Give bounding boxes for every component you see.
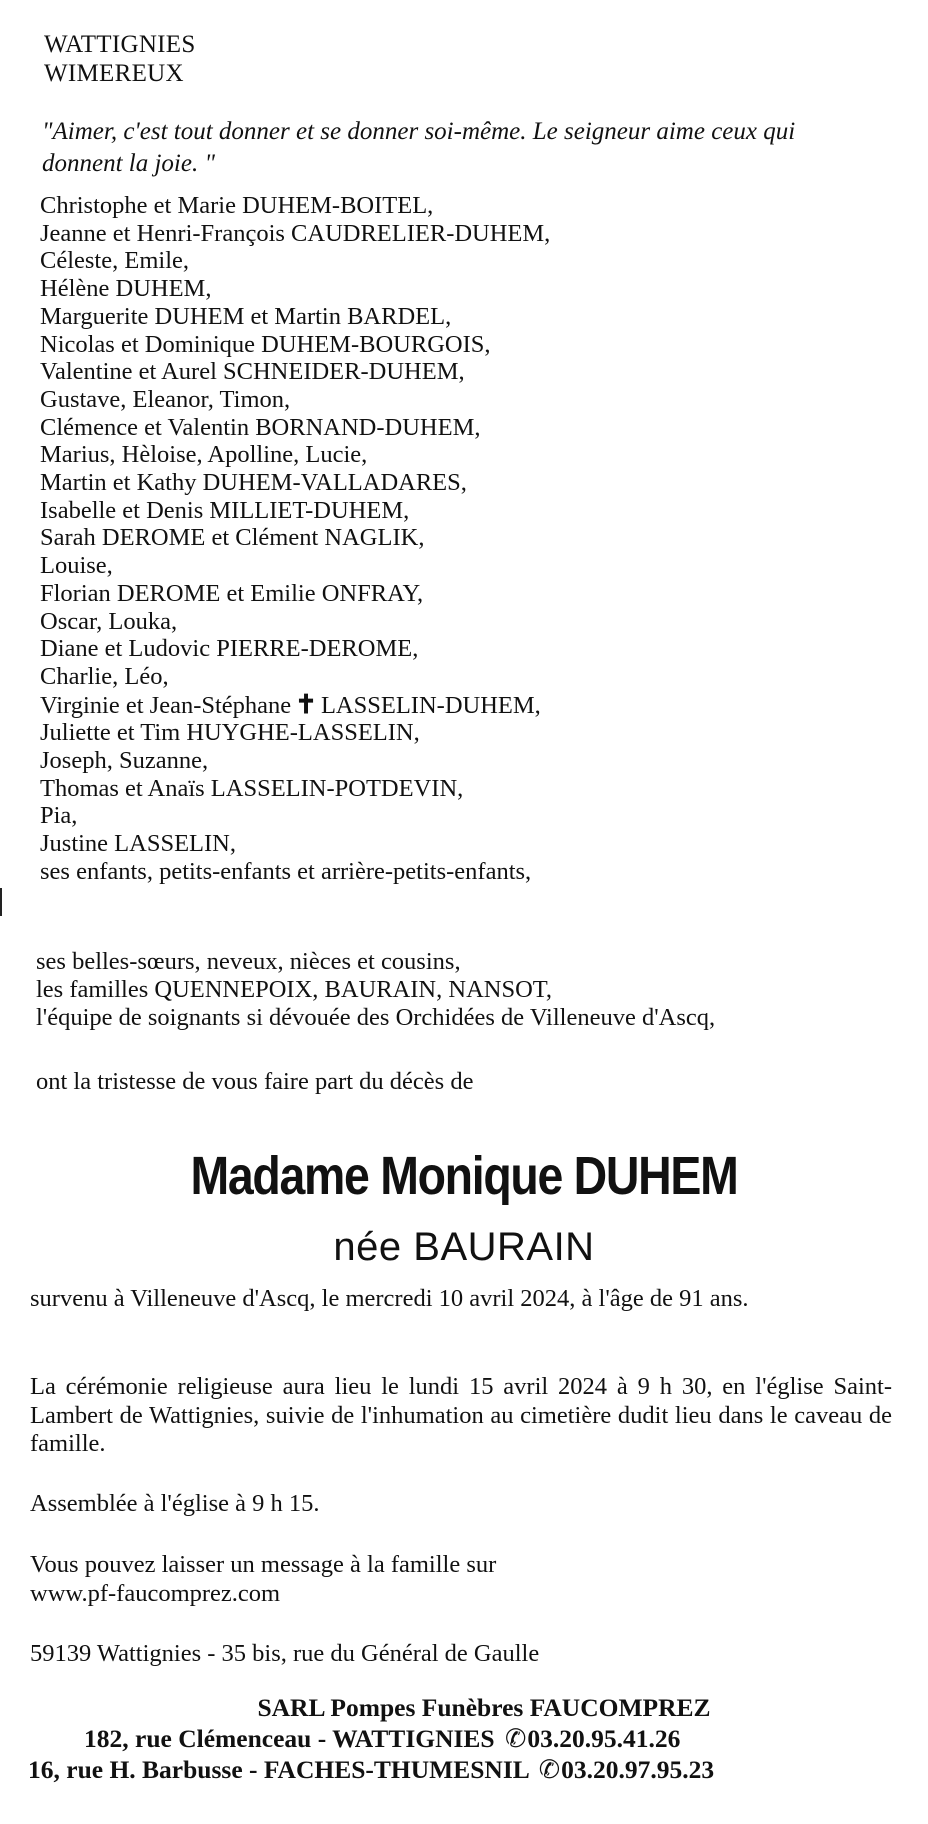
towns-header	[44, 30, 196, 88]
funeral-home-phone[interactable]: 03.20.97.95.23	[561, 1755, 715, 1784]
family-line: Martin et Kathy DUHEM-VALLADARES,	[40, 469, 467, 497]
website-link[interactable]: www.pf-faucomprez.com	[30, 1579, 281, 1607]
family-line: Marguerite DUHEM et Martin BARDEL,	[40, 302, 452, 330]
telephone-icon: ✆	[538, 1755, 561, 1784]
relatives-line: l'équipe de soignants si dévouée des Orchidées de Villeneuve d'Ascq,	[36, 1004, 716, 1031]
family-line: Jeanne et Henri-François CAUDRELIER-DUHEM,	[40, 219, 551, 247]
relatives-line: ses belles-sœurs, neveux, nièces et cousins,	[36, 948, 461, 975]
funeral-home-line	[0, 1723, 928, 1754]
family-list	[40, 192, 900, 886]
family-line: ses enfants, petits-enfants et arrière-petits-enfants,	[40, 857, 532, 885]
family-line: Clémence et Valentin BORNAND-DUHEM,	[40, 413, 481, 441]
family-line: Florian DEROME et Emilie ONFRAY,	[40, 579, 424, 607]
family-line: Hélène DUHEM,	[40, 275, 212, 303]
funeral-home-address: 16, rue H. Barbusse - FACHES-THUMESNIL	[28, 1755, 529, 1784]
funeral-home-phone[interactable]: 03.20.95.41.26	[527, 1724, 681, 1753]
home-address: 59139 Wattignies - 35 bis, rue du Général de Gaulle	[30, 1640, 540, 1667]
family-line: Oscar, Louka,	[40, 607, 178, 635]
family-line: Juliette et Tim HUYGHE-LASSELIN,	[40, 719, 420, 747]
relatives-list	[36, 948, 916, 1032]
announcement-intro: ont la tristesse de vous faire part du décès de	[36, 1068, 474, 1095]
family-line-deceased-member	[40, 691, 900, 720]
family-line-text: LASSELIN-DUHEM,	[320, 691, 541, 719]
relatives-line: les familles QUENNEPOIX, BAURAIN, NANSOT,	[36, 976, 553, 1003]
family-line: Diane et Ludovic PIERRE-DEROME,	[40, 635, 419, 663]
family-line: Louise,	[40, 552, 113, 580]
family-line: Justine LASSELIN,	[40, 830, 236, 858]
deceased-maiden-name: née BAURAIN	[333, 1225, 595, 1269]
family-line: Thomas et Anaïs LASSELIN-POTDEVIN,	[40, 774, 464, 802]
funeral-home-name: SARL Pompes Funèbres FAUCOMPREZ	[257, 1693, 711, 1722]
death-details: survenu à Villeneuve d'Ascq, le mercredi 10 avril 2024, à l'âge de 91 ans.	[30, 1285, 749, 1312]
funeral-home-block	[0, 1692, 928, 1785]
ceremony-details: La cérémonie religieuse aura lieu le lundi 15 avril 2024 à 9 h 30, en l'église Saint-Lambert de Wattignies, suivie de l'inhumation au cimetière dudit lieu dans le caveau de famille.	[30, 1373, 892, 1457]
family-line: Pia,	[40, 802, 78, 830]
family-line: Charlie, Léo,	[40, 662, 169, 690]
family-line: Céleste, Emile,	[40, 247, 189, 275]
family-line: Gustave, Eleanor, Timon,	[40, 385, 291, 413]
funeral-home-line	[0, 1754, 928, 1785]
message-text: Vous pouvez laisser un message à la famille sur	[30, 1551, 497, 1578]
family-line: Sarah DEROME et Clément NAGLIK,	[40, 524, 425, 552]
family-line: Joseph, Suzanne,	[40, 747, 209, 775]
epigraph-quote: "Aimer, c'est tout donner et se donner soi-même. Le seigneur aime ceux qui donnent la joie. "	[42, 118, 796, 177]
deceased-name: Madame Monique DUHEM	[190, 1146, 738, 1206]
town-name: WIMEREUX	[44, 60, 184, 87]
assembly-time: Assemblée à l'église à 9 h 15.	[30, 1490, 320, 1517]
condolence-message-info	[30, 1551, 892, 1608]
family-line: Valentine et Aurel SCHNEIDER-DUHEM,	[40, 358, 465, 386]
cross-icon: ✝	[295, 689, 317, 719]
family-line: Isabelle et Denis MILLIET-DUHEM,	[40, 496, 410, 524]
family-line: Nicolas et Dominique DUHEM-BOURGOIS,	[40, 330, 491, 358]
family-line-text: Virginie et Jean-Stéphane	[40, 691, 292, 719]
town-name: WATTIGNIES	[44, 31, 196, 58]
family-line: Christophe et Marie DUHEM-BOITEL,	[40, 192, 434, 219]
telephone-icon: ✆	[504, 1724, 527, 1753]
funeral-home-address: 182, rue Clémenceau - WATTIGNIES	[84, 1724, 495, 1753]
scan-artifact	[0, 888, 2, 916]
family-line: Marius, Hèloise, Apolline, Lucie,	[40, 441, 368, 469]
